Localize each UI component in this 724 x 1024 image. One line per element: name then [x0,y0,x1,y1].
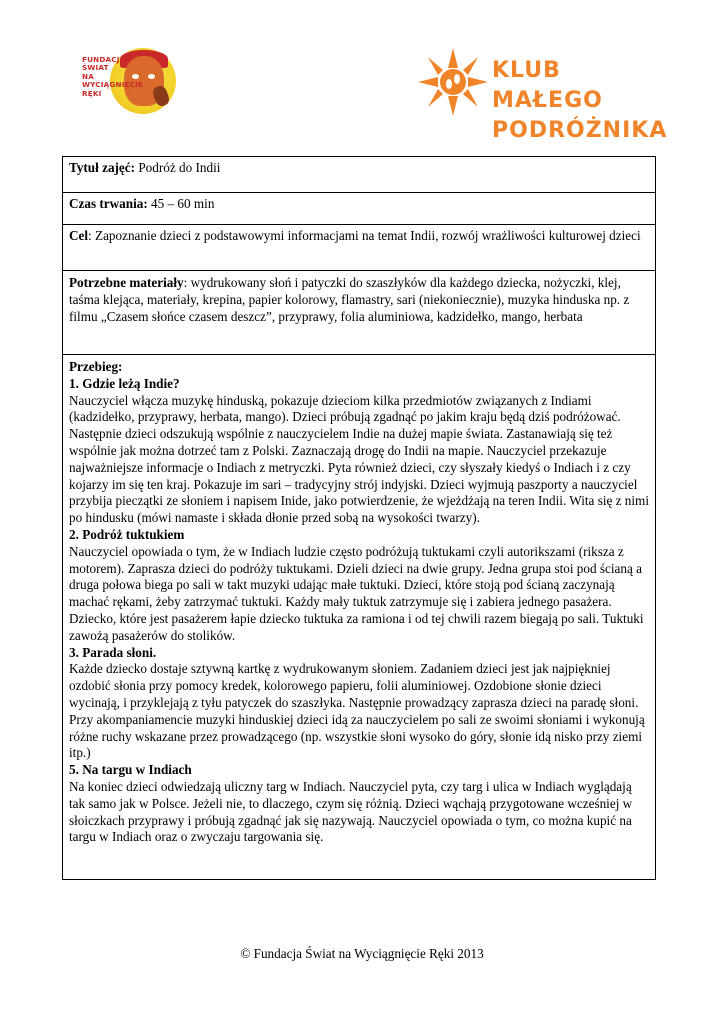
section-3-heading: 3. Parada słoni. [69,644,157,660]
goal-label: Cel [69,228,89,243]
lesson-plan-table [62,156,656,880]
logo-eye-right [148,74,155,79]
section-1-text: Nauczyciel włącza muzykę hinduską, pokazuje dzieciom kilka przedmiotów związanych z Indiami (kadzidełko, przyprawy, herbata, mango). Dzieci próbują zgadnąć po jakim kraju będą dziś podróżować. Następnie dzieci odszukują wspólnie z nauczycielem Indie na dużej mapie świata. Zastanawiają się też wspólnie jak można dotrzeć tam z Polski. Zaznaczają drogę do Indii na mapie. Nauczyciel przekazuje najważniejsze informacje o Indiach z metryczki. Pyta również dzieci, czy słyszały kiedyś o Indiach i z czy kojarzy im się ten kraj. Pokazuje im sari – tradycyjny strój indyjski. Dzieci wyjmują paszporty a nauczyciel przybija pieczątki ze słoniem i napisem Inide, jako potwierdzenie, że wjeżdżają na teren Indii. Wita się z nimi po hindusku (mówi namaste i składa dłonie przed sobą na wysokości twarzy). [69,392,649,526]
materials-cell [63,271,655,355]
process-cell [63,355,655,879]
materials-label: Potrzebne materiały [69,275,184,290]
goal-cell [63,225,655,271]
materials-value: : wydrukowany słoń i patyczki do szaszłyków dla każdego dziecka, nożyczki, klej, taśma klejąca, materiały, krepina, papier kolorowy, flamastry, sari (niekoniecznie), muzyka hinduska np. z filmu „Czasem słońce czasem deszcz”, przyprawy, folia aluminiowa, kadzidełko, mango, herbata [69,275,630,324]
duration-value: 45 – 60 min [147,196,215,211]
copyright-footer: © Fundacja Świat na Wyciągnięcie Ręki 2013 [240,946,484,961]
section-1-heading: 1. Gdzie leżą Indie? [69,375,180,391]
process-heading: Przebieg: [69,359,123,374]
title-value: Podróż do Indii [135,160,221,175]
fundacja-logo [82,42,182,120]
section-5-text: Na koniec dzieci odwiedzają uliczny targ w Indiach. Nauczyciel pyta, czy targ i ulica w Indiach wyglądają tak samo jak w Polsce. Jeżeli nie, to dlaczego, czym się różnią. Dzieci wąchają przygotowane wcześniej w słoiczkach przyprawy i próbują zgadnąć jak się nazywają. Nauczyciel opowiada o tym, co można kupić na targu w Indiach oraz o zwyczaju targowania się. [69,778,633,845]
compass-icon [418,48,488,116]
fundacja-logo-text: FUNDACJA ŚWIAT NA WYCIĄGNIĘCIE RĘKI [82,55,144,98]
duration-cell [63,193,655,225]
title-cell [63,157,655,193]
section-2-heading: 2. Podróż tuktukiem [69,526,185,542]
title-label: Tytuł zajęć: [69,160,136,175]
duration-label: Czas trwania: [69,196,148,211]
section-5-heading: 5. Na targu w Indiach [69,762,192,778]
klub-logo [418,40,668,143]
section-2-text: Nauczyciel opowiada o tym, że w Indiach ludzie często podróżują tuktukami czyli autorikszami (riksza z motorem). Zaprasza dzieci do podróży tuktukami. Dzieli dzieci na dwie grupy. Jedna grupa stoi pod ścianą a druga połowa biega po sali w takt muzyki udając małe tuktuki. Dzieci, które stoją pod ścianą zaczynają machać rękami, żeby zatrzymać tuktuki. Każdy mały tuktuk zatrzymuje się i zabiera jednego pasażera. Dziecko, które jest pasażerem łapie dziecko tuktuka za ramiona i od tej chwili razem biegają po sali. Tuktuki zawożą pasażerów do stolików. [69,543,644,643]
section-3-text: Każde dziecko dostaje sztywną kartkę z wydrukowanym słoniem. Zadaniem dzieci jest jak najpiękniej ozdobić słonia przy pomocy kredek, kolorowego papieru, folii aluminiowej. Ozdobione słonie dzieci wycinają, i przyklejają z tyłu patyczek do szaszłyka. Następnie prowadzący zaprasza dzieci na paradę słoni. Przy akompaniamencie muzyki hinduskiej dzieci idą za nauczycielem po sali ze swoimi słoniami i wykonują różne ruchy wskazane przez prowadzącego (np. wszystkie słoni wysoko do góry, słonie idą nisko przy ziemi itp.) [69,661,645,761]
klub-logo-text: KLUB MAŁEGO PODRÓŻNIKA [492,58,668,143]
goal-value: : Zapoznanie dzieci z podstawowymi informacjami na temat Indii, rozwój wrażliwości kulturowej dzieci [88,228,641,243]
